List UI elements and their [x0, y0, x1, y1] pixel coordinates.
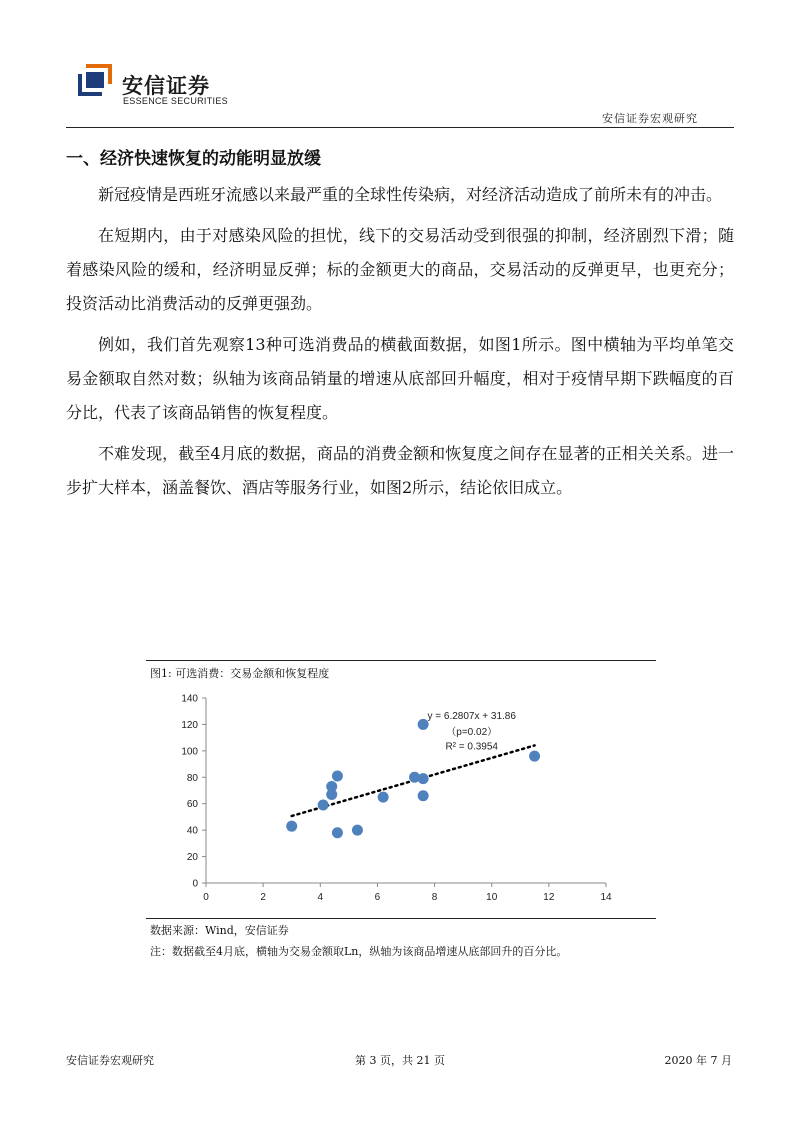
data-point — [332, 827, 343, 838]
y-tick-label: 0 — [192, 878, 198, 890]
logo-text-en: ESSENCE SECURITIES — [123, 96, 228, 106]
y-tick-label: 40 — [186, 825, 198, 837]
y-tick-label: 60 — [186, 799, 198, 811]
data-point — [318, 800, 329, 811]
data-point — [378, 792, 389, 803]
data-point — [332, 770, 343, 781]
y-tick-label: 20 — [186, 852, 198, 864]
y-tick-label: 120 — [181, 719, 198, 731]
logo-text-cn: 安信证券 — [122, 74, 210, 98]
data-point — [418, 790, 429, 801]
x-tick-label: 8 — [431, 892, 438, 903]
section-title: 一、经济快速恢复的动能明显放缓 — [66, 149, 321, 169]
figure-title: 图1: 可选消费：交易金额和恢复程度 — [150, 667, 330, 680]
figure-top-rule — [146, 660, 656, 661]
figure-note: 注：数据截至4月底，横轴为交易金额取Ln，纵轴为该商品增速从底部回升的百分比。 — [150, 945, 568, 958]
footer-date: 2020 年 7 月 — [664, 1054, 732, 1067]
paragraph-1: 新冠疫情是西班牙流感以来最严重的全球性传染病，对经济活动造成了前所未有的冲击。 — [98, 185, 723, 204]
paragraph-3: 例如，我们首先观察13种可选消费品的横截面数据，如图1所示。图中横轴为平均单笔交易金额取自然对数；纵轴为该商品销量的增速从底部回升幅度，相对于疫情早期下跌幅度的百分比，代表了该商品销售的恢复程度。 — [66, 335, 734, 422]
data-point — [326, 789, 337, 800]
data-point — [529, 751, 540, 762]
paragraph-4: 不难发现，截至4月底的数据，商品的消费金额和恢复度之间存在显著的正相关关系。进一步扩大样本，涵盖餐饮、酒店等服务行业，如图2所示，结论依旧成立。 — [66, 444, 734, 497]
y-tick-label: 140 — [181, 693, 198, 705]
paragraph-2: 在短期内，由于对感染风险的担忧，线下的交易活动受到很强的抑制，经济剧烈下滑；随着感染风险的缓和，经济明显反弹；标的金额更大的商品，交易活动的反弹更早，也更充分；投资活动比消费活动的反弹更强劲。 — [66, 226, 734, 313]
data-point — [286, 821, 297, 832]
x-tick-label: 4 — [317, 892, 324, 903]
figure-source: 数据来源：Wind，安信证券 — [150, 924, 289, 937]
x-tick-label: 14 — [600, 892, 612, 903]
x-tick-label: 10 — [486, 892, 498, 903]
body-text — [66, 178, 734, 512]
data-point — [418, 773, 429, 784]
logo-mark — [78, 64, 112, 96]
data-point — [352, 825, 363, 836]
figure-bottom-rule — [146, 918, 656, 919]
x-tick-label: 6 — [374, 892, 381, 903]
y-tick-label: 100 — [181, 746, 198, 758]
x-tick-label: 2 — [260, 892, 266, 903]
header-right-label: 安信证券宏观研究 — [602, 112, 698, 125]
header-divider — [66, 127, 734, 128]
y-tick-label: 80 — [186, 772, 198, 784]
trend-pvalue-label: （p=0.02） — [446, 727, 498, 738]
footer-page-number: 第 3 页，共 21 页 — [355, 1054, 445, 1067]
footer-left: 安信证券宏观研究 — [66, 1054, 154, 1067]
x-tick-label: 12 — [543, 892, 555, 903]
trend-equation-label: y = 6.2807x + 31.86 — [427, 711, 516, 723]
scatter-chart — [160, 686, 630, 916]
trend-r2-label: R² = 0.3954 — [445, 741, 498, 753]
x-tick-label: 0 — [203, 892, 209, 903]
